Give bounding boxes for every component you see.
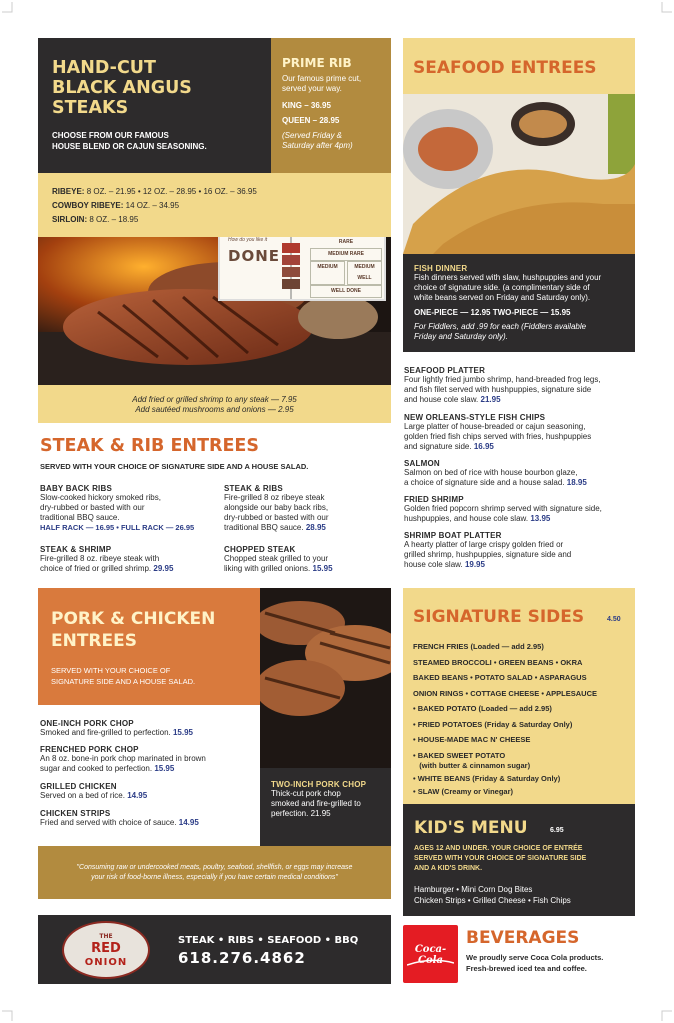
menu-item-grilled-chicken: GRILLED CHICKEN Served on a bed of rice. 14.95 <box>40 782 148 800</box>
steak-addons: Add fried or grilled shrimp to any steak — 7.95 Add sautéed mushrooms and onions — 2.95 <box>38 385 391 423</box>
side-item: • HOUSE-MADE MAC N' CHEESE <box>413 735 531 744</box>
doneness-chart: How do you like it DONE RARE MEDIUM RARE MEDIUM MEDIUM WELL WELL DONE <box>218 237 386 301</box>
menu-item-salmon: SALMON Salmon on bed of rice with house bourbon glaze, a choice of signature side and a house salad. 18.95 <box>404 459 587 487</box>
doneness-levels: RARE MEDIUM RARE MEDIUM MEDIUM WELL WELL DONE <box>310 237 382 298</box>
signature-sides-panel <box>403 588 635 804</box>
steak-photo <box>38 237 391 385</box>
sides-title: SIGNATURE SIDES <box>413 607 585 627</box>
side-item: BAKED BEANS • POTATO SALAD • ASPARAGUS <box>413 673 587 682</box>
seafood-title: SEAFOOD ENTREES <box>413 58 597 78</box>
crop-mark-icon <box>658 1007 672 1021</box>
footer-tagline: STEAK • RIBS • SEAFOOD • BBQ <box>178 935 359 946</box>
fried-fish-image <box>403 94 635 254</box>
side-item: • SLAW (Creamy or Vinegar) <box>413 787 514 796</box>
menu-item-steak-ribs: STEAK & RIBS Fire-grilled 8 oz ribeye steak alongside our baby back ribs, dry-rubbed or basted with our traditional BBQ sauce. 28.95 <box>224 484 329 532</box>
pork-chop-photo <box>260 588 391 768</box>
footer-phone: 618.276.4862 <box>178 949 306 967</box>
prime-rib-desc: Our famous prime cut, served your way. <box>282 74 362 93</box>
menu-item-fish-chips: NEW ORLEANS-STYLE FISH CHIPS Large platter of house-breaded or cajun seasoning, golden fried fish chips served with fries, hushpuppies and signature side. 16.95 <box>404 413 592 451</box>
menu-item-steak-shrimp: STEAK & SHRIMP Fire-grilled 8 oz. ribeye steak with choice of fried or grilled shrimp. 29.95 <box>40 545 174 573</box>
steak-rib-title: STEAK & RIB ENTREES <box>40 436 259 456</box>
kids-menu-items: Hamburger • Mini Corn Dog Bites Chicken Strips • Grilled Cheese • Fish Chips <box>414 885 571 905</box>
two-inch-pork-panel <box>260 768 391 846</box>
kids-menu-title: KID'S MENU <box>414 818 528 838</box>
pork-chicken-header-panel <box>38 588 260 705</box>
menu-item-two-inch-pork-chop: TWO-INCH PORK CHOP Thick-cut pork chop smoked and fire-grilled to perfection. 21.95 <box>271 780 367 818</box>
menu-item-fried-shrimp: FRIED SHRIMP Golden fried popcorn shrimp served with signature side, hushpuppies, and house cole slaw. 13.95 <box>404 495 602 523</box>
side-item: FRENCH FRIES (Loaded — add 2.95) <box>413 642 544 651</box>
side-item: ONION RINGS • COTTAGE CHEESE • APPLESAUCE <box>413 688 598 698</box>
side-item: • BAKED SWEET POTATO <box>413 750 506 760</box>
menu-item-chicken-strips: CHICKEN STRIPS Fried and served with choice of sauce. 14.95 <box>40 809 199 827</box>
sides-list <box>413 639 631 797</box>
steak-prices-panel <box>38 173 391 237</box>
kids-menu-price: 6.95 <box>550 827 564 834</box>
menu-item-seafood-platter: SEAFOOD PLATTER Four lightly fried jumbo shrimp, hand-breaded frog legs, and fish filet served with hushpuppies, signature side and house cole slaw. 21.95 <box>404 366 601 404</box>
sides-price: 4.50 <box>607 616 621 623</box>
steak-rib-subtitle: SERVED WITH YOUR CHOICE OF SIGNATURE SIDE AND A HOUSE SALAD. <box>40 462 309 471</box>
beverages-title: BEVERAGES <box>466 928 580 948</box>
steaks-title: HAND-CUT BLACK ANGUS STEAKS <box>52 58 192 118</box>
steak-skewer-icon <box>280 237 302 299</box>
menu-item-one-inch-pork-chop: ONE-INCH PORK CHOP Smoked and fire-grilled to perfection. 15.95 <box>40 719 193 737</box>
menu-item-frenched-pork-chop: FRENCHED PORK CHOP An 8 oz. bone-in pork chop marinated in brown sugar and cooked to perfection. 15.95 <box>40 745 206 773</box>
ribeye-line: RIBEYE: 8 OZ. – 21.95 • 12 OZ. – 28.95 • 16 OZ. – 36.95 <box>52 187 257 196</box>
side-item: • FRIED POTATOES (Friday & Saturday Only) <box>413 719 573 729</box>
menu-item-fish-dinner: FISH DINNER Fish dinners served with slaw, hushpuppies and your choice of signature side. (a complimentary side of white beans served on Friday and Saturday only). ONE-PIECE — 12.95 TWO-PIECE — 15.95 For Fiddlers, add .99 for each (Fiddlers available Friday and Saturday only). <box>414 264 602 341</box>
steaks-subtitle: CHOOSE FROM OUR FAMOUS HOUSE BLEND OR CAJUN SEASONING. <box>52 131 207 151</box>
coca-cola-logo: Coca-Cola <box>403 925 458 983</box>
prime-rib-title: PRIME RIB <box>282 56 352 70</box>
coca-cola-ribbon-icon <box>407 959 454 967</box>
cowboy-ribeye-line: COWBOY RIBEYE: 14 OZ. – 34.95 <box>52 201 180 210</box>
crop-mark-icon <box>2 2 16 16</box>
crop-mark-icon <box>2 1007 16 1021</box>
steaks-header-panel <box>38 38 271 173</box>
kids-menu-subtitle: AGES 12 AND UNDER. YOUR CHOICE OF ENTRÉE SERVED WITH YOUR CHOICE OF SIGNATURE SIDE AND A KID'S DRINK. <box>414 845 587 872</box>
footer-panel <box>38 915 391 984</box>
food-safety-disclaimer: "Consuming raw or undercooked meats, poultry, seafood, shellfish, or eggs may increase your risk of food-borne illness, especially if you have certain medical conditions" <box>38 846 391 899</box>
seafood-header-panel <box>403 38 635 94</box>
fish-photo <box>403 94 635 254</box>
red-onion-logo: THE RED ONION <box>62 921 150 979</box>
pork-chop-image <box>260 588 391 768</box>
prime-rib-king: KING – 36.95 <box>282 101 331 110</box>
doneness-title: DONE <box>228 247 281 265</box>
pork-chicken-subtitle: SERVED WITH YOUR CHOICE OF SIGNATURE SIDE AND A HOUSE SALAD. <box>51 666 196 686</box>
fish-dinner-panel <box>403 254 635 352</box>
prime-rib-panel <box>271 38 391 173</box>
menu-item-chopped-steak: CHOPPED STEAK Chopped steak grilled to your liking with grilled onions. 15.95 <box>224 545 333 573</box>
menu-item-shrimp-boat: SHRIMP BOAT PLATTER A hearty platter of large crispy golden fried or grilled shrimp, hushpuppies, signature side and house cole slaw. 19.95 <box>404 531 572 569</box>
crop-mark-icon <box>658 2 672 16</box>
sirloin-line: SIRLOIN: 8 OZ. – 18.95 <box>52 215 139 224</box>
side-item: • WHITE BEANS (Friday & Saturday Only) <box>413 773 561 783</box>
beverages-desc: We proudly serve Coca Cola products. Fresh-brewed iced tea and coffee. <box>466 953 604 973</box>
pork-chicken-title: PORK & CHICKEN ENTREES <box>51 609 216 651</box>
menu-item-baby-back-ribs: BABY BACK RIBS Slow-cooked hickory smoked ribs, dry-rubbed or basted with our traditional BBQ sauce. HALF RACK — 16.95 • FULL RACK — 26.95 <box>40 484 195 532</box>
kids-menu-panel <box>403 804 635 916</box>
prime-rib-queen: QUEEN – 28.95 <box>282 116 340 125</box>
side-item: • BAKED POTATO (Loaded — add 2.95) <box>413 704 552 713</box>
side-item: STEAMED BROCCOLI • GREEN BEANS • OKRA <box>413 657 583 667</box>
prime-rib-note: (Served Friday & Saturday after 4pm) <box>282 131 353 150</box>
side-item: (with butter & cinnamon sugar) <box>413 760 531 770</box>
